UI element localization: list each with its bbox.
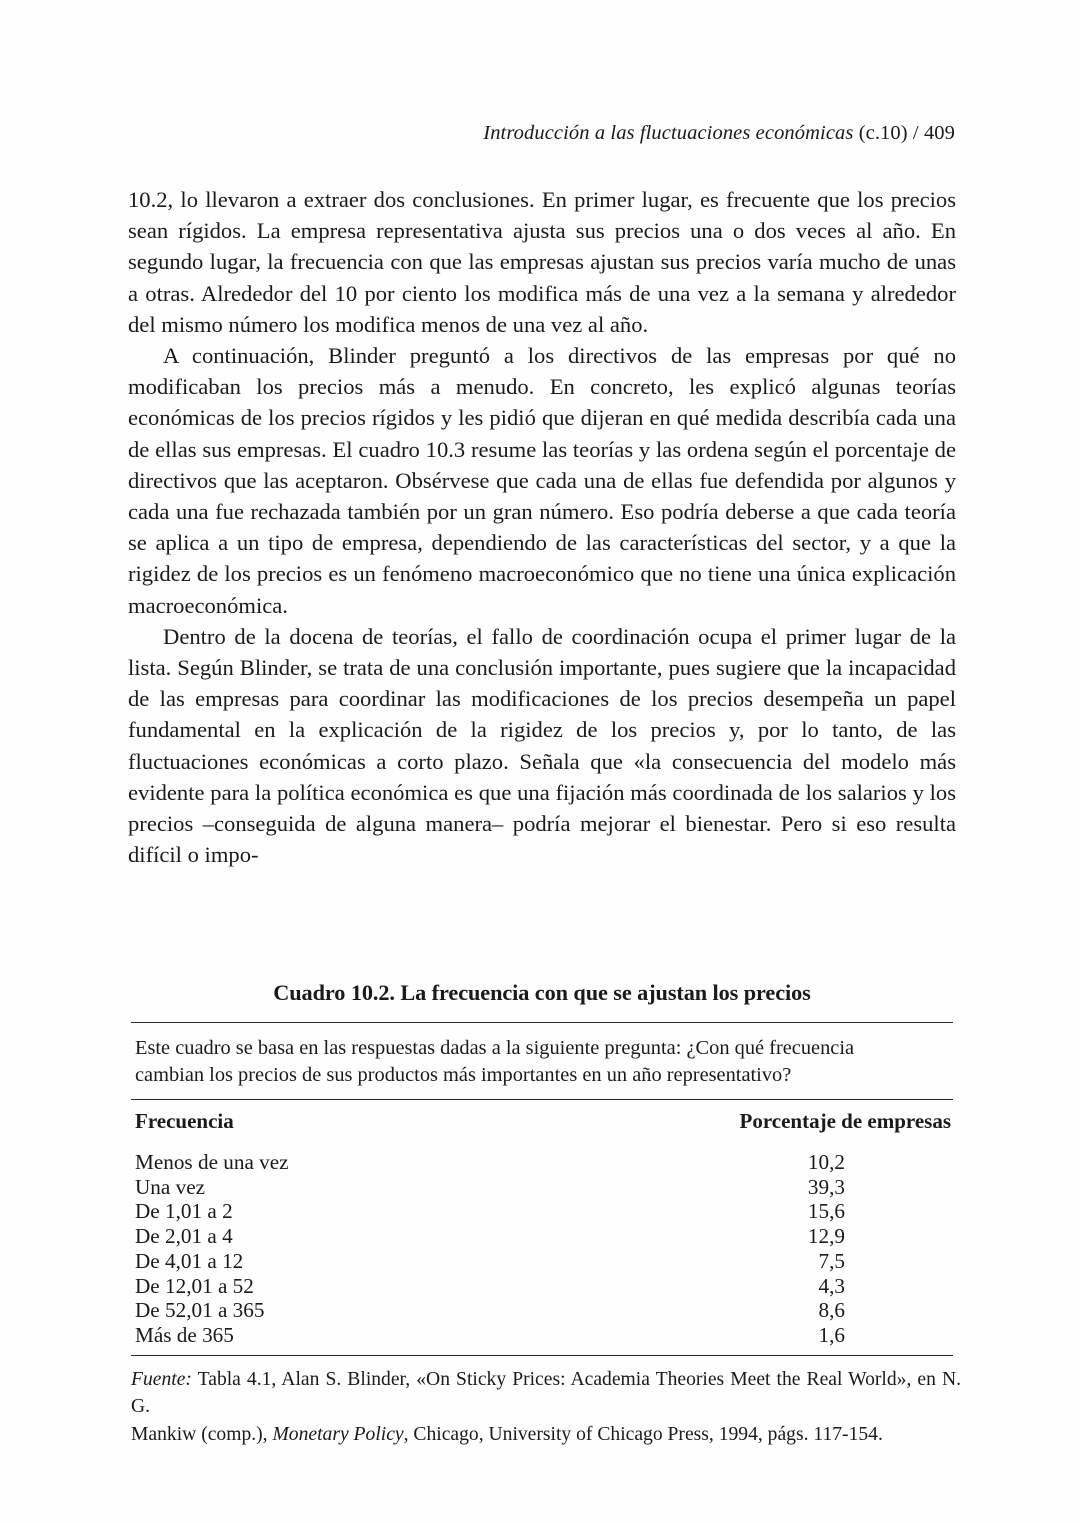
table-block — [131, 978, 961, 1448]
running-head-separator: / — [912, 122, 919, 144]
row-label: De 1,01 a 2 — [135, 1199, 233, 1224]
table-row — [131, 1323, 953, 1355]
running-head-title: Introducción a las fluctuaciones económicas — [483, 122, 854, 144]
row-value: 4,3 — [818, 1273, 845, 1298]
source-note-line-2-a: Mankiw (comp.), — [131, 1423, 273, 1445]
table-head — [131, 1100, 953, 1143]
row-label: De 2,01 a 4 — [135, 1224, 233, 1249]
table-note-line-2: cambian los precios de sus productos más importantes en un año representativo? — [135, 1064, 792, 1086]
frequency-table — [131, 1100, 953, 1355]
source-note-publication: Monetary Policy — [272, 1423, 404, 1445]
table-body — [131, 1143, 953, 1355]
table-row — [131, 1249, 953, 1274]
table-row — [131, 1298, 953, 1323]
column-header-porcentaje: Porcentaje de empresas — [739, 1109, 951, 1133]
table-note — [131, 1023, 953, 1099]
source-note-line-2 — [131, 1421, 961, 1449]
row-value: 12,9 — [807, 1224, 845, 1249]
paragraph-1: 10.2, lo llevaron a extraer dos conclusiones. En primer lugar, es frecuente que los precios sean rígidos. La empresa representativa ajusta sus precios una o dos veces al año. En segundo lugar, la frecuencia con que las empresas ajustan sus precios varía mucho de unas a otras. Alrededor del 10 por ciento los modifica más de una vez a la semana y alrededor del mismo número los modifica menos de una vez al año. — [128, 187, 956, 337]
row-label: De 12,01 a 52 — [135, 1273, 254, 1298]
table-note-line-1: Este cuadro se basa en las respuestas dadas a la siguiente pregunta: ¿Con qué frecuencia — [135, 1037, 855, 1059]
row-value: 10,2 — [807, 1150, 845, 1174]
table-row — [131, 1175, 953, 1200]
source-note — [131, 1356, 961, 1449]
row-value: 1,6 — [818, 1322, 845, 1347]
row-value: 8,6 — [818, 1298, 845, 1323]
page-number: 409 — [923, 122, 955, 144]
table-row — [131, 1224, 953, 1249]
paragraph-2: A continuación, Blinder preguntó a los directivos de las empresas por qué no modificaban los precios más a menudo. En concreto, les explicó algunas teorías económicas de los precios rígidos y les pidió que dijeran en qué medida describía cada una de ellas sus empresas. El cuadro 10.3 resume las teorías y las ordena según el porcentaje de directivos que las aceptaron. Obsérvese que cada una de ellas fue defendida por algunos y cada una fue rechazada también por un gran número. Eso podría deberse a que cada teoría se aplica a un tipo de empresa, dependiendo de las características del sector, y a que la rigidez de los precios es un fenómeno macroeconómico que no tiene una única explicación macroeconómica. — [128, 343, 956, 618]
table-row — [131, 1143, 953, 1175]
body-text — [128, 184, 956, 870]
source-note-line-2-b: , Chicago, University of Chicago Press, 1994, págs. 117-154. — [403, 1423, 883, 1445]
row-value: 39,3 — [807, 1174, 845, 1199]
running-head-chapter: (c.10) — [858, 122, 908, 144]
running-head — [128, 122, 955, 145]
row-value: 7,5 — [818, 1248, 845, 1273]
table-caption: Cuadro 10.2. La frecuencia con que se ajustan los precios — [273, 980, 811, 1005]
row-label: Una vez — [135, 1174, 205, 1199]
paragraph-3: Dentro de la docena de teorías, el fallo de coordinación ocupa el primer lugar de la lista. Según Blinder, se trata de una conclusión importante, pues sugiere que la incapacidad de las empresas para coordinar las modificaciones de los precios desempeña un papel fundamental en la explicación de la rigidez de los precios y, por lo tanto, de las fluctuaciones económicas a corto plazo. Señala que «la consecuencia del modelo más evidente para la política económica es que una fijación más coordinada de los salarios y los precios –conseguida de alguna manera– podría mejorar el bienestar. Pero si eso resulta difícil o impo- — [128, 623, 956, 868]
row-label: Menos de una vez — [135, 1150, 289, 1174]
column-header-frecuencia: Frecuencia — [135, 1109, 234, 1133]
table-row — [131, 1199, 953, 1224]
row-label: Más de 365 — [135, 1322, 234, 1347]
table-header-row — [131, 1100, 953, 1143]
table-row — [131, 1274, 953, 1299]
source-note-label: Fuente: — [131, 1368, 192, 1390]
row-value: 15,6 — [807, 1199, 845, 1224]
row-label: De 4,01 a 12 — [135, 1248, 244, 1273]
source-note-line-1: Tabla 4.1, Alan S. Blinder, «On Sticky Prices: Academia Theories Meet the Real World», en N. G. — [131, 1368, 961, 1418]
row-label: De 52,01 a 365 — [135, 1298, 265, 1323]
